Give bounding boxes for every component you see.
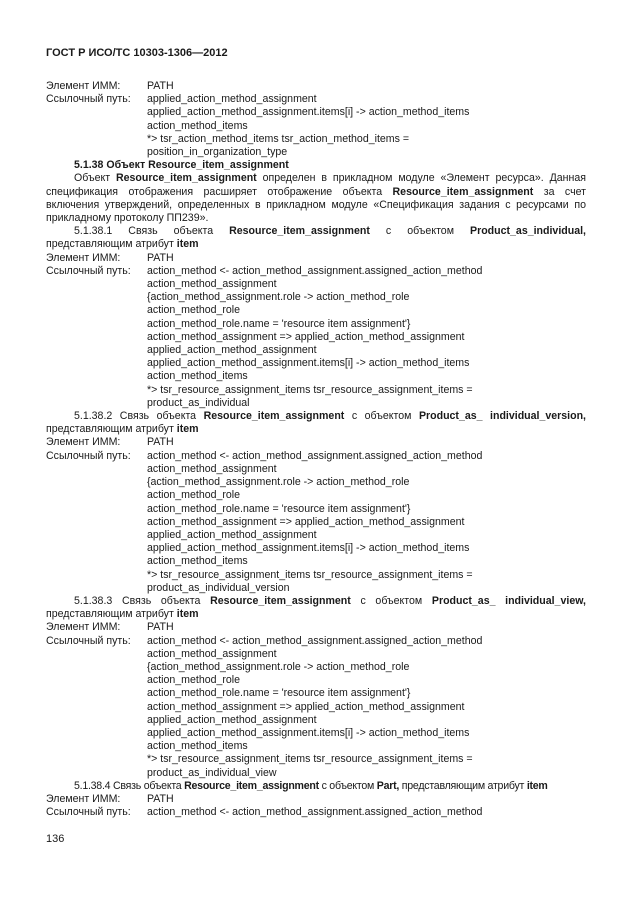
imm-element-row bbox=[46, 621, 586, 634]
ref-path-line: action_method <- action_method_assignment.assigned_action_method bbox=[147, 449, 483, 462]
ref-path-line: action_method <- action_method_assignment.assigned_action_method bbox=[147, 264, 483, 277]
ref-path-line: action_method_role.name = 'resource item assignment'} bbox=[147, 687, 411, 700]
ref-path-line: action_method <- action_method_assignment.assigned_action_method bbox=[147, 634, 483, 647]
subsection-heading: 5.1.38.3 Связь объекта Resource_item_assignment с объектом Product_as_ individual_view, представляющим атрибут item bbox=[46, 594, 586, 621]
ref-path-label: Ссылочный путь: bbox=[46, 264, 131, 277]
ref-path-line: applied_action_method_assignment bbox=[147, 344, 317, 357]
document-body bbox=[46, 80, 586, 819]
ref-path-line: action_method_items bbox=[147, 370, 248, 383]
imm-element-label: Элемент ИММ: bbox=[46, 436, 121, 449]
imm-element-row bbox=[46, 80, 586, 93]
ref-path-label: Ссылочный путь: bbox=[46, 449, 131, 462]
imm-element-row bbox=[46, 252, 586, 265]
ref-path-line: {action_method_assignment.role -> action_method_role bbox=[147, 476, 410, 489]
imm-element-label: Элемент ИММ: bbox=[46, 251, 121, 264]
ref-path-line: *> tsr_resource_assignment_items tsr_resource_assignment_items = bbox=[147, 753, 473, 766]
ref-path-line: {action_method_assignment.role -> action_method_role bbox=[147, 291, 410, 304]
ref-path-row bbox=[46, 806, 586, 819]
ref-path-line: *> tsr_action_method_items tsr_action_method_items = bbox=[147, 132, 410, 145]
ref-path-line: action_method_role.name = 'resource item assignment'} bbox=[147, 317, 411, 330]
ref-path-line: product_as_individual_version bbox=[147, 581, 290, 594]
imm-element-value: PATH bbox=[147, 621, 174, 634]
ref-path-line: action_method_assignment => applied_action_method_assignment bbox=[147, 515, 465, 528]
imm-element-label: Элемент ИММ: bbox=[46, 80, 121, 92]
subsection-heading: 5.1.38.2 Связь объекта Resource_item_assignment с объектом Product_as_ individual_version, представляющим атрибут item bbox=[46, 410, 586, 436]
ref-path-line: action_method_assignment bbox=[147, 278, 277, 291]
ref-path-line: {action_method_assignment.role -> action_method_role bbox=[147, 660, 410, 673]
ref-path-line: product_as_individual_view bbox=[147, 766, 277, 779]
ref-path-row bbox=[46, 635, 586, 648]
ref-path-row bbox=[46, 265, 586, 278]
imm-element-value: PATH bbox=[147, 792, 174, 805]
ref-path-line: action_method_items bbox=[147, 740, 248, 753]
imm-element-value: PATH bbox=[147, 436, 174, 449]
ref-path-line: action_method_assignment => applied_action_method_assignment bbox=[147, 330, 465, 343]
imm-element-label: Элемент ИММ: bbox=[46, 621, 121, 634]
ref-path-line: action_method_role.name = 'resource item assignment'} bbox=[147, 502, 411, 515]
subsection-heading: 5.1.38.4 Связь объекта Resource_item_assignment с объектом Part, представляющим атрибут item bbox=[74, 779, 548, 792]
imm-element-row bbox=[46, 793, 586, 806]
ref-path-line: action_method_items bbox=[147, 119, 248, 132]
ref-path-line: action_method_assignment bbox=[147, 462, 277, 475]
ref-path-line: action_method_assignment => applied_action_method_assignment bbox=[147, 700, 465, 713]
ref-path-label: Ссылочный путь: bbox=[46, 93, 131, 106]
ref-path-label: Ссылочный путь: bbox=[46, 806, 131, 819]
subsection-heading: 5.1.38.1 Связь объекта Resource_item_assignment с объектом Product_as_individual, представляющим атрибут item bbox=[46, 225, 586, 251]
ref-path-row bbox=[46, 450, 586, 463]
ref-path-row bbox=[46, 93, 586, 106]
ref-path-line: product_as_individual bbox=[147, 396, 250, 409]
ref-path-line: applied_action_method_assignment.items[i] -> action_method_items bbox=[147, 542, 470, 555]
ref-path-line: action_method_role bbox=[147, 489, 241, 502]
imm-element-label: Элемент ИММ: bbox=[46, 792, 121, 805]
ref-path-line: applied_action_method_assignment bbox=[147, 93, 317, 106]
ref-path-line: position_in_organization_type bbox=[147, 146, 288, 159]
section-paragraph: Объект Resource_item_assignment определен в прикладном модуле «Элемент ресурса». Данная спецификация отображения расширяет отображение объекта Resource_item_assignment за счет включения утверждений, определенных в прикладном модуле «Спецификация задания с ресурсами по прикладному протоколу ПП239». bbox=[46, 172, 586, 225]
imm-element-row bbox=[46, 436, 586, 449]
ref-path-line: action_method_assignment bbox=[147, 647, 277, 660]
document-header: ГОСТ Р ИСО/ТС 10303-1306—2012 bbox=[46, 47, 228, 59]
page-number: 136 bbox=[46, 833, 65, 845]
imm-element-value: PATH bbox=[147, 251, 174, 264]
ref-path-line: *> tsr_resource_assignment_items tsr_resource_assignment_items = bbox=[147, 383, 473, 396]
ref-path-line: applied_action_method_assignment.items[i] -> action_method_items bbox=[147, 726, 470, 739]
ref-path-line: applied_action_method_assignment bbox=[147, 713, 317, 726]
imm-element-value: PATH bbox=[147, 80, 174, 92]
section-heading: 5.1.38 Объект Resource_item_assignment bbox=[74, 159, 289, 172]
ref-path-label: Ссылочный путь: bbox=[46, 634, 131, 647]
ref-path-line: applied_action_method_assignment bbox=[147, 528, 317, 541]
ref-path-line: *> tsr_resource_assignment_items tsr_resource_assignment_items = bbox=[147, 568, 473, 581]
ref-path-line: action_method_role bbox=[147, 674, 241, 687]
ref-path-line: action_method_role bbox=[147, 304, 241, 317]
ref-path-line: action_method <- action_method_assignment.assigned_action_method bbox=[147, 806, 483, 819]
ref-path-line: applied_action_method_assignment.items[i] -> action_method_items bbox=[147, 106, 470, 119]
ref-path-line: action_method_items bbox=[147, 555, 248, 568]
ref-path-line: applied_action_method_assignment.items[i] -> action_method_items bbox=[147, 357, 470, 370]
